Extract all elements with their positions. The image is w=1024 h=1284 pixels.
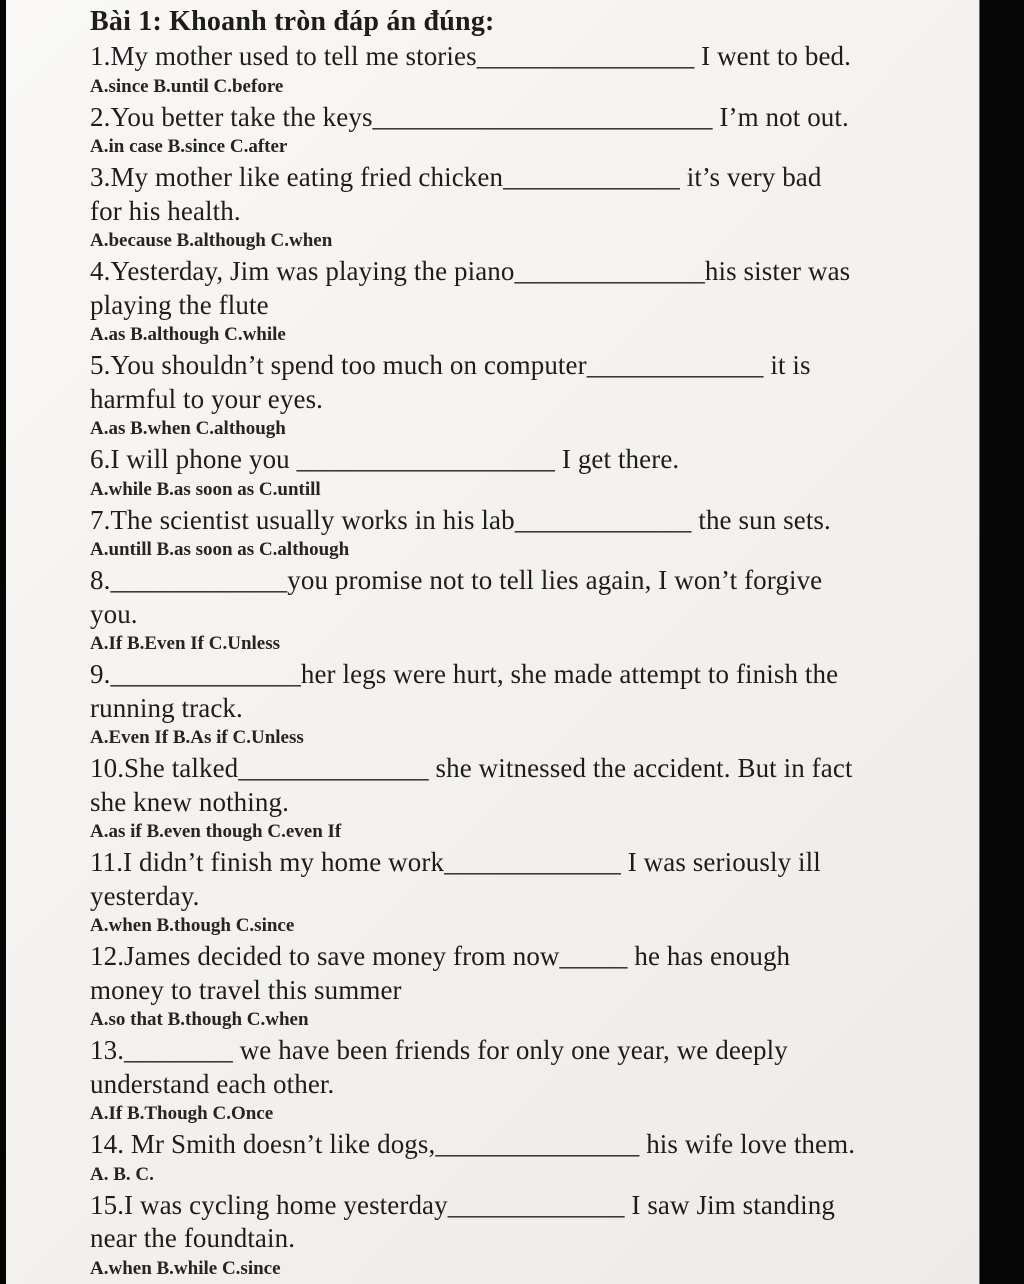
question-block <box>90 658 974 752</box>
question-block <box>90 255 974 349</box>
question-text: 5.You shouldn’t spend too much on computer_____________ it is <box>90 350 811 380</box>
question-text: understand each other. <box>90 1068 335 1099</box>
question-text: you. <box>90 598 138 629</box>
question-text: 14. Mr Smith doesn’t like dogs,_______________ his wife love them. <box>90 1129 856 1159</box>
question-text: 11.I didn’t finish my home work_____________ I was seriously ill <box>90 847 821 877</box>
question-block <box>90 504 974 565</box>
answer-options: A.untill B.as soon as C.although <box>90 539 350 560</box>
answer-options: A.while B.as soon as C.untill <box>90 478 321 500</box>
question-text: playing the flute <box>90 289 269 320</box>
question-text: 6.I will phone you ___________________ I get there. <box>90 444 680 474</box>
question-text: yesterday. <box>90 880 200 911</box>
question-block <box>90 1034 974 1128</box>
question-block <box>90 40 974 101</box>
answer-options: A.in case B.since C.after <box>90 136 288 157</box>
answer-options: A.because B.although C.when <box>90 230 333 251</box>
question-text: 3.My mother like eating fried chicken_____________ it’s very bad <box>90 162 822 192</box>
photo-black-edge-left <box>0 0 6 1284</box>
question-block <box>90 564 974 658</box>
question-text: 1.My mother used to tell me stories________________ I went to bed. <box>90 41 852 71</box>
question-block <box>90 101 974 162</box>
question-block <box>90 349 974 443</box>
question-text: she knew nothing. <box>90 786 289 817</box>
worksheet-page <box>6 0 980 1284</box>
exercise-title: Bài 1: Khoanh tròn đáp án đúng: <box>90 6 495 37</box>
question-text: 4.Yesterday, Jim was playing the piano______________his sister was <box>90 256 851 286</box>
question-block <box>90 940 974 1034</box>
answer-options: A.If B.Even If C.Unless <box>90 633 281 654</box>
question-text: harmful to your eyes. <box>90 383 324 414</box>
question-text: 2.You better take the keys_________________________ I’m not out. <box>90 101 849 132</box>
question-text: near the foundtain. <box>90 1223 296 1253</box>
photo-black-edge-right <box>980 0 1024 1284</box>
question-text: money to travel this summer <box>90 974 402 1005</box>
answer-options: A.when B.though C.since <box>90 915 295 936</box>
question-text: running track. <box>90 692 243 723</box>
question-block <box>90 161 974 255</box>
question-block <box>90 752 974 846</box>
answer-options: A.as B.when C.although <box>90 418 286 439</box>
question-text: 15.I was cycling home yesterday_____________ I saw Jim standing <box>90 1189 835 1220</box>
question-text: 8._____________you promise not to tell lies again, I won’t forgive <box>90 565 823 595</box>
answer-options: A.as B.although C.while <box>90 324 286 345</box>
question-text: 12.James decided to save money from now_____ he has enough <box>90 941 791 971</box>
answer-options: A.so that B.though C.when <box>90 1009 309 1030</box>
question-text: 10.She talked______________ she witnessed the accident. But in fact <box>90 753 853 783</box>
question-text: 9.______________her legs were hurt, she made attempt to finish the <box>90 659 839 689</box>
question-block <box>90 443 974 504</box>
question-text: 13.________ we have been friends for only one year, we deeply <box>90 1035 788 1065</box>
question-block <box>90 1189 974 1283</box>
question-text: for his health. <box>90 195 241 226</box>
answer-options: A. B. C. <box>90 1163 154 1185</box>
answer-options: A.when B.while C.since <box>90 1257 281 1279</box>
answer-options: A.since B.until C.before <box>90 75 284 97</box>
question-block <box>90 846 974 940</box>
answer-options: A.If B.Though C.Once <box>90 1103 274 1124</box>
question-block <box>90 1128 974 1189</box>
answer-options: A.as if B.even though C.even If <box>90 821 342 842</box>
answer-options: A.Even If B.As if C.Unless <box>90 727 304 748</box>
question-text: 7.The scientist usually works in his lab_____________ the sun sets. <box>90 504 831 535</box>
